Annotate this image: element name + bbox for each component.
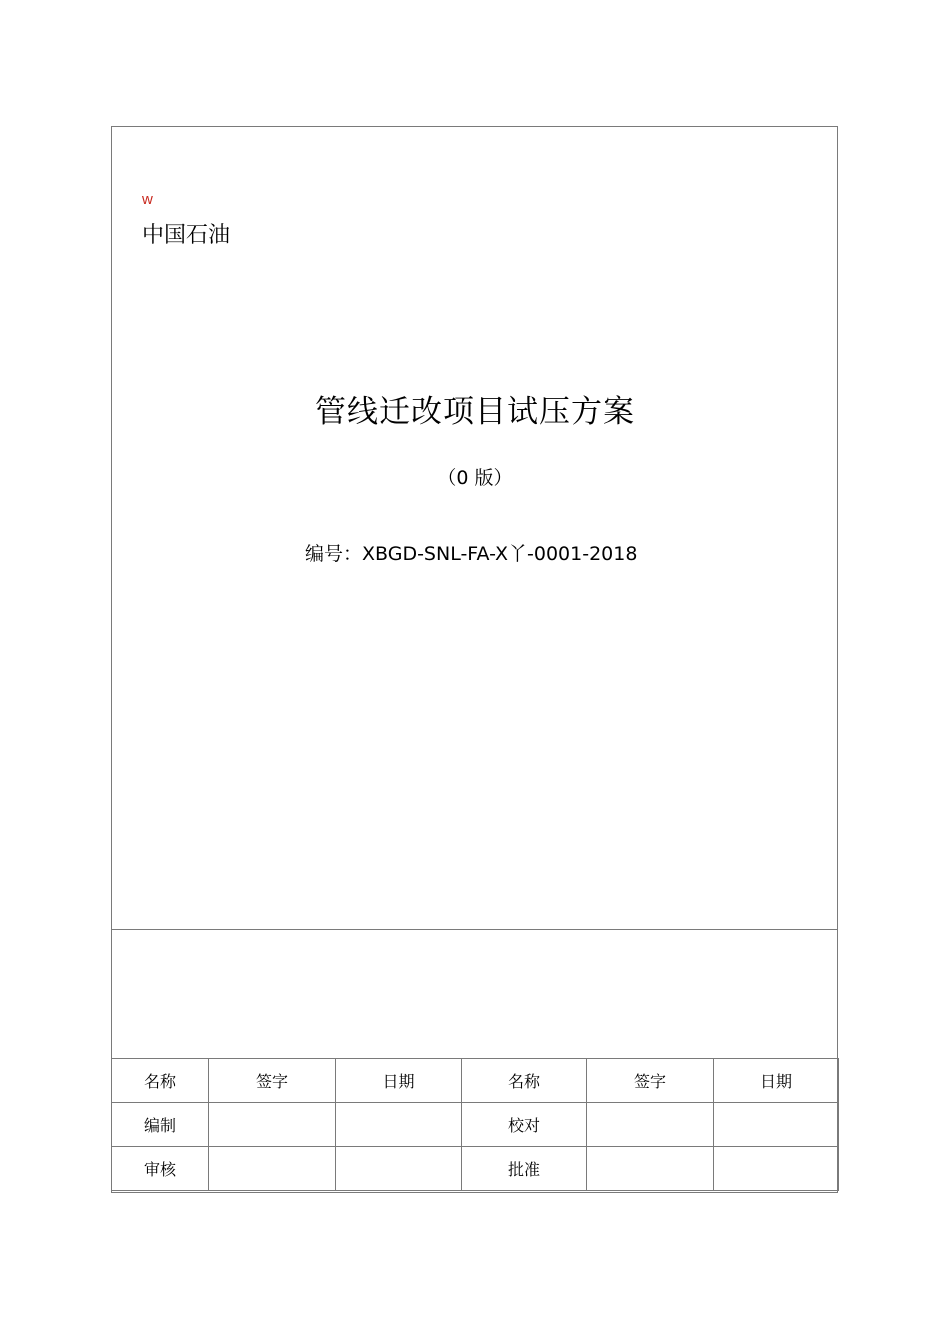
header-cell-name: 名称 [462, 1059, 587, 1103]
table-header-row [112, 1059, 839, 1103]
signature-cell [209, 1103, 336, 1147]
role-cell-reviewed: 审核 [112, 1147, 209, 1191]
header-cell-signature: 签字 [587, 1059, 714, 1103]
header-cell-name: 名称 [112, 1059, 209, 1103]
role-cell-checked: 校对 [462, 1103, 587, 1147]
signature-cell [587, 1147, 714, 1191]
signature-table [111, 1058, 839, 1191]
page-frame [111, 126, 838, 1193]
signature-cell [587, 1103, 714, 1147]
date-cell [336, 1147, 462, 1191]
header-cell-date: 日期 [714, 1059, 839, 1103]
document-title: 管线迁改项目试压方案 [315, 394, 635, 430]
role-cell-prepared: 编制 [112, 1103, 209, 1147]
role-cell-approved: 批准 [462, 1147, 587, 1191]
document-number: 编号：XBGD-SNL-FA-X丫-0001-2018 [305, 543, 638, 565]
table-row [112, 1147, 839, 1191]
company-name: 中国石油 [142, 223, 231, 248]
table-row [112, 1103, 839, 1147]
company-logo-icon: w [142, 191, 153, 208]
document-version: （0 版） [437, 467, 513, 489]
date-cell [714, 1103, 839, 1147]
date-cell [336, 1103, 462, 1147]
signature-cell [209, 1147, 336, 1191]
header-cell-date: 日期 [336, 1059, 462, 1103]
section-divider [111, 929, 838, 930]
header-cell-signature: 签字 [209, 1059, 336, 1103]
date-cell [714, 1147, 839, 1191]
